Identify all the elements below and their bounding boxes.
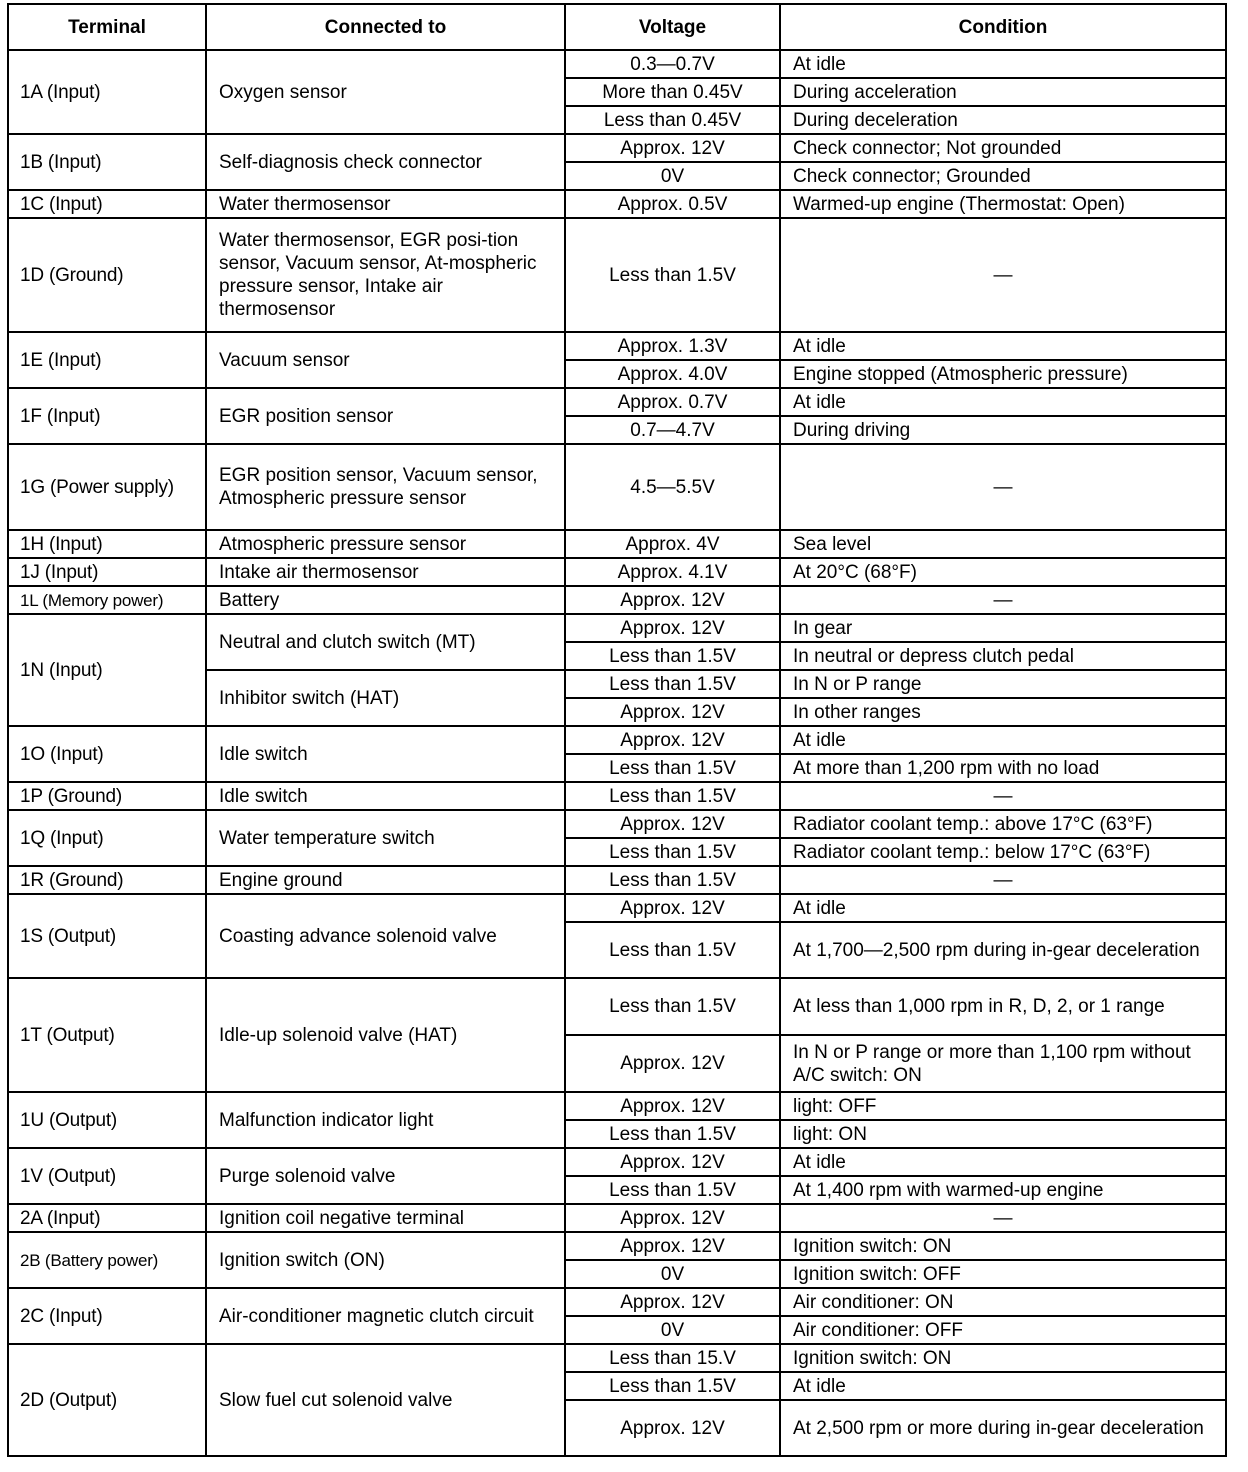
terminal-cell: 1E (Input): [8, 332, 206, 388]
condition-cell: Air conditioner: OFF: [780, 1316, 1226, 1344]
voltage-cell: Approx. 12V: [565, 1204, 780, 1232]
voltage-cell: Approx. 12V: [565, 134, 780, 162]
table-row: [8, 1092, 1226, 1120]
voltage-cell: Approx. 4.0V: [565, 360, 780, 388]
table-row: [8, 444, 1226, 530]
voltage-cell: Less than 1.5V: [565, 1372, 780, 1400]
condition-cell: At 2,500 rpm or more during in-gear deceleration: [780, 1400, 1226, 1456]
table-row: [8, 1204, 1226, 1232]
condition-cell: During acceleration: [780, 78, 1226, 106]
table-row: [8, 726, 1226, 754]
terminal-cell: 1O (Input): [8, 726, 206, 782]
voltage-cell: Approx. 12V: [565, 1148, 780, 1176]
condition-cell: Ignition switch: ON: [780, 1344, 1226, 1372]
voltage-cell: Approx. 4V: [565, 530, 780, 558]
condition-cell: Check connector; Grounded: [780, 162, 1226, 190]
voltage-cell: Approx. 12V: [565, 726, 780, 754]
table-row: [8, 134, 1226, 162]
voltage-cell: Approx. 0.5V: [565, 190, 780, 218]
connected-cell: Malfunction indicator light: [206, 1092, 565, 1148]
voltage-cell: Approx. 12V: [565, 1400, 780, 1456]
condition-cell: In neutral or depress clutch pedal: [780, 642, 1226, 670]
connected-cell: Purge solenoid valve: [206, 1148, 565, 1204]
condition-cell: Ignition switch: ON: [780, 1232, 1226, 1260]
table-row: [8, 190, 1226, 218]
condition-cell: At less than 1,000 rpm in R, D, 2, or 1 range: [780, 978, 1226, 1035]
condition-cell: During deceleration: [780, 106, 1226, 134]
table-row: [8, 894, 1226, 922]
connected-cell: Ignition coil negative terminal: [206, 1204, 565, 1232]
terminal-cell: 1A (Input): [8, 50, 206, 134]
connected-cell: Water temperature switch: [206, 810, 565, 866]
voltage-cell: Less than 1.5V: [565, 218, 780, 332]
connected-cell: Inhibitor switch (HAT): [206, 670, 565, 726]
condition-cell: Radiator coolant temp.: above 17°C (63°F): [780, 810, 1226, 838]
terminal-cell: 1P (Ground): [8, 782, 206, 810]
voltage-cell: Less than 1.5V: [565, 782, 780, 810]
voltage-cell: Less than 0.45V: [565, 106, 780, 134]
connected-cell: Idle switch: [206, 782, 565, 810]
voltage-cell: Less than 1.5V: [565, 922, 780, 978]
connected-cell: Neutral and clutch switch (MT): [206, 614, 565, 670]
condition-cell: Warmed-up engine (Thermostat: Open): [780, 190, 1226, 218]
voltage-cell: Approx. 12V: [565, 698, 780, 726]
connected-cell: Oxygen sensor: [206, 50, 565, 134]
terminal-cell: 1U (Output): [8, 1092, 206, 1148]
connected-cell: Intake air thermosensor: [206, 558, 565, 586]
terminal-voltage-table: [7, 3, 1227, 1457]
condition-cell: In N or P range: [780, 670, 1226, 698]
connected-cell: EGR position sensor, Vacuum sensor, Atmospheric pressure sensor: [206, 444, 565, 530]
table-row: [8, 1344, 1226, 1372]
terminal-cell: 1B (Input): [8, 134, 206, 190]
table-row: [8, 1232, 1226, 1260]
condition-cell: Radiator coolant temp.: below 17°C (63°F): [780, 838, 1226, 866]
connected-cell: EGR position sensor: [206, 388, 565, 444]
voltage-cell: Less than 1.5V: [565, 1120, 780, 1148]
voltage-cell: 0V: [565, 1316, 780, 1344]
condition-cell: —: [780, 444, 1226, 530]
voltage-cell: Approx. 1.3V: [565, 332, 780, 360]
header-connected-to: Connected to: [206, 4, 565, 50]
condition-cell: light: OFF: [780, 1092, 1226, 1120]
condition-cell: —: [780, 866, 1226, 894]
terminal-cell: 2A (Input): [8, 1204, 206, 1232]
table-row: [8, 586, 1226, 614]
connected-cell: Atmospheric pressure sensor: [206, 530, 565, 558]
voltage-cell: Approx. 12V: [565, 810, 780, 838]
connected-cell: Idle switch: [206, 726, 565, 782]
terminal-cell: 1Q (Input): [8, 810, 206, 866]
condition-cell: During driving: [780, 416, 1226, 444]
table-row: [8, 866, 1226, 894]
table-row: [8, 218, 1226, 332]
voltage-cell: Less than 1.5V: [565, 978, 780, 1035]
header-condition: Condition: [780, 4, 1226, 50]
condition-cell: Ignition switch: OFF: [780, 1260, 1226, 1288]
connected-cell: Coasting advance solenoid valve: [206, 894, 565, 978]
voltage-cell: Less than 15.V: [565, 1344, 780, 1372]
condition-cell: At idle: [780, 726, 1226, 754]
voltage-cell: Approx. 12V: [565, 614, 780, 642]
condition-cell: In N or P range or more than 1,100 rpm without A/C switch: ON: [780, 1035, 1226, 1092]
header-row: [8, 4, 1226, 50]
voltage-cell: 0.3—0.7V: [565, 50, 780, 78]
condition-cell: At idle: [780, 1148, 1226, 1176]
terminal-cell: 1R (Ground): [8, 866, 206, 894]
connected-cell: Engine ground: [206, 866, 565, 894]
voltage-cell: Less than 1.5V: [565, 754, 780, 782]
voltage-cell: Approx. 12V: [565, 1035, 780, 1092]
condition-cell: Sea level: [780, 530, 1226, 558]
terminal-cell: 1N (Input): [8, 614, 206, 726]
table-row: [8, 388, 1226, 416]
table-row: [8, 558, 1226, 586]
voltage-cell: Less than 1.5V: [565, 642, 780, 670]
voltage-cell: Approx. 12V: [565, 1092, 780, 1120]
terminal-cell: 2D (Output): [8, 1344, 206, 1456]
condition-cell: At idle: [780, 50, 1226, 78]
voltage-cell: 0.7—4.7V: [565, 416, 780, 444]
connected-cell: Ignition switch (ON): [206, 1232, 565, 1288]
voltage-cell: 0V: [565, 1260, 780, 1288]
condition-cell: At 1,700—2,500 rpm during in-gear deceleration: [780, 922, 1226, 978]
condition-cell: —: [780, 1204, 1226, 1232]
voltage-cell: Less than 1.5V: [565, 1176, 780, 1204]
voltage-cell: Less than 1.5V: [565, 838, 780, 866]
condition-cell: Check connector; Not grounded: [780, 134, 1226, 162]
voltage-cell: More than 0.45V: [565, 78, 780, 106]
condition-cell: At idle: [780, 894, 1226, 922]
voltage-cell: Approx. 12V: [565, 1288, 780, 1316]
condition-cell: In gear: [780, 614, 1226, 642]
terminal-cell: 1S (Output): [8, 894, 206, 978]
voltage-cell: Approx. 12V: [565, 586, 780, 614]
voltage-cell: 0V: [565, 162, 780, 190]
terminal-cell: 2C (Input): [8, 1288, 206, 1344]
table-row: [8, 50, 1226, 78]
condition-cell: At 1,400 rpm with warmed-up engine: [780, 1176, 1226, 1204]
voltage-cell: Approx. 4.1V: [565, 558, 780, 586]
condition-cell: At idle: [780, 388, 1226, 416]
voltage-cell: 4.5—5.5V: [565, 444, 780, 530]
condition-cell: light: ON: [780, 1120, 1226, 1148]
voltage-cell: Approx. 0.7V: [565, 388, 780, 416]
connected-cell: Idle-up solenoid valve (HAT): [206, 978, 565, 1092]
terminal-cell: 1T (Output): [8, 978, 206, 1092]
connected-cell: Self-diagnosis check connector: [206, 134, 565, 190]
terminal-cell: 1F (Input): [8, 388, 206, 444]
terminal-cell: 1G (Power supply): [8, 444, 206, 530]
condition-cell: At idle: [780, 332, 1226, 360]
connected-cell: Water thermosensor: [206, 190, 565, 218]
table-row: [8, 332, 1226, 360]
table-row: [8, 1288, 1226, 1316]
terminal-cell: 1V (Output): [8, 1148, 206, 1204]
table-row: [8, 782, 1226, 810]
connected-cell: Water thermosensor, EGR posi-tion sensor, Vacuum sensor, At-mospheric pressure sensor, Intake air thermosensor: [206, 218, 565, 332]
condition-cell: In other ranges: [780, 698, 1226, 726]
voltage-cell: Approx. 12V: [565, 894, 780, 922]
table-row: [8, 1148, 1226, 1176]
voltage-cell: Less than 1.5V: [565, 866, 780, 894]
terminal-cell: 1D (Ground): [8, 218, 206, 332]
terminal-cell: 1L (Memory power): [8, 586, 206, 614]
table-row: [8, 530, 1226, 558]
voltage-cell: Less than 1.5V: [565, 670, 780, 698]
terminal-cell: 1H (Input): [8, 530, 206, 558]
header-terminal: Terminal: [8, 4, 206, 50]
condition-cell: At idle: [780, 1372, 1226, 1400]
table-row: [8, 810, 1226, 838]
terminal-cell: 1J (Input): [8, 558, 206, 586]
condition-cell: —: [780, 586, 1226, 614]
connected-cell: Battery: [206, 586, 565, 614]
condition-cell: Engine stopped (Atmospheric pressure): [780, 360, 1226, 388]
connected-cell: Slow fuel cut solenoid valve: [206, 1344, 565, 1456]
condition-cell: At more than 1,200 rpm with no load: [780, 754, 1226, 782]
connected-cell: Air-conditioner magnetic clutch circuit: [206, 1288, 565, 1344]
table-row: [8, 614, 1226, 642]
terminal-cell: 2B (Battery power): [8, 1232, 206, 1288]
table-row: [8, 978, 1226, 1035]
condition-cell: —: [780, 218, 1226, 332]
terminal-cell: 1C (Input): [8, 190, 206, 218]
condition-cell: At 20°C (68°F): [780, 558, 1226, 586]
voltage-cell: Approx. 12V: [565, 1232, 780, 1260]
connected-cell: Vacuum sensor: [206, 332, 565, 388]
condition-cell: —: [780, 782, 1226, 810]
header-voltage: Voltage: [565, 4, 780, 50]
condition-cell: Air conditioner: ON: [780, 1288, 1226, 1316]
